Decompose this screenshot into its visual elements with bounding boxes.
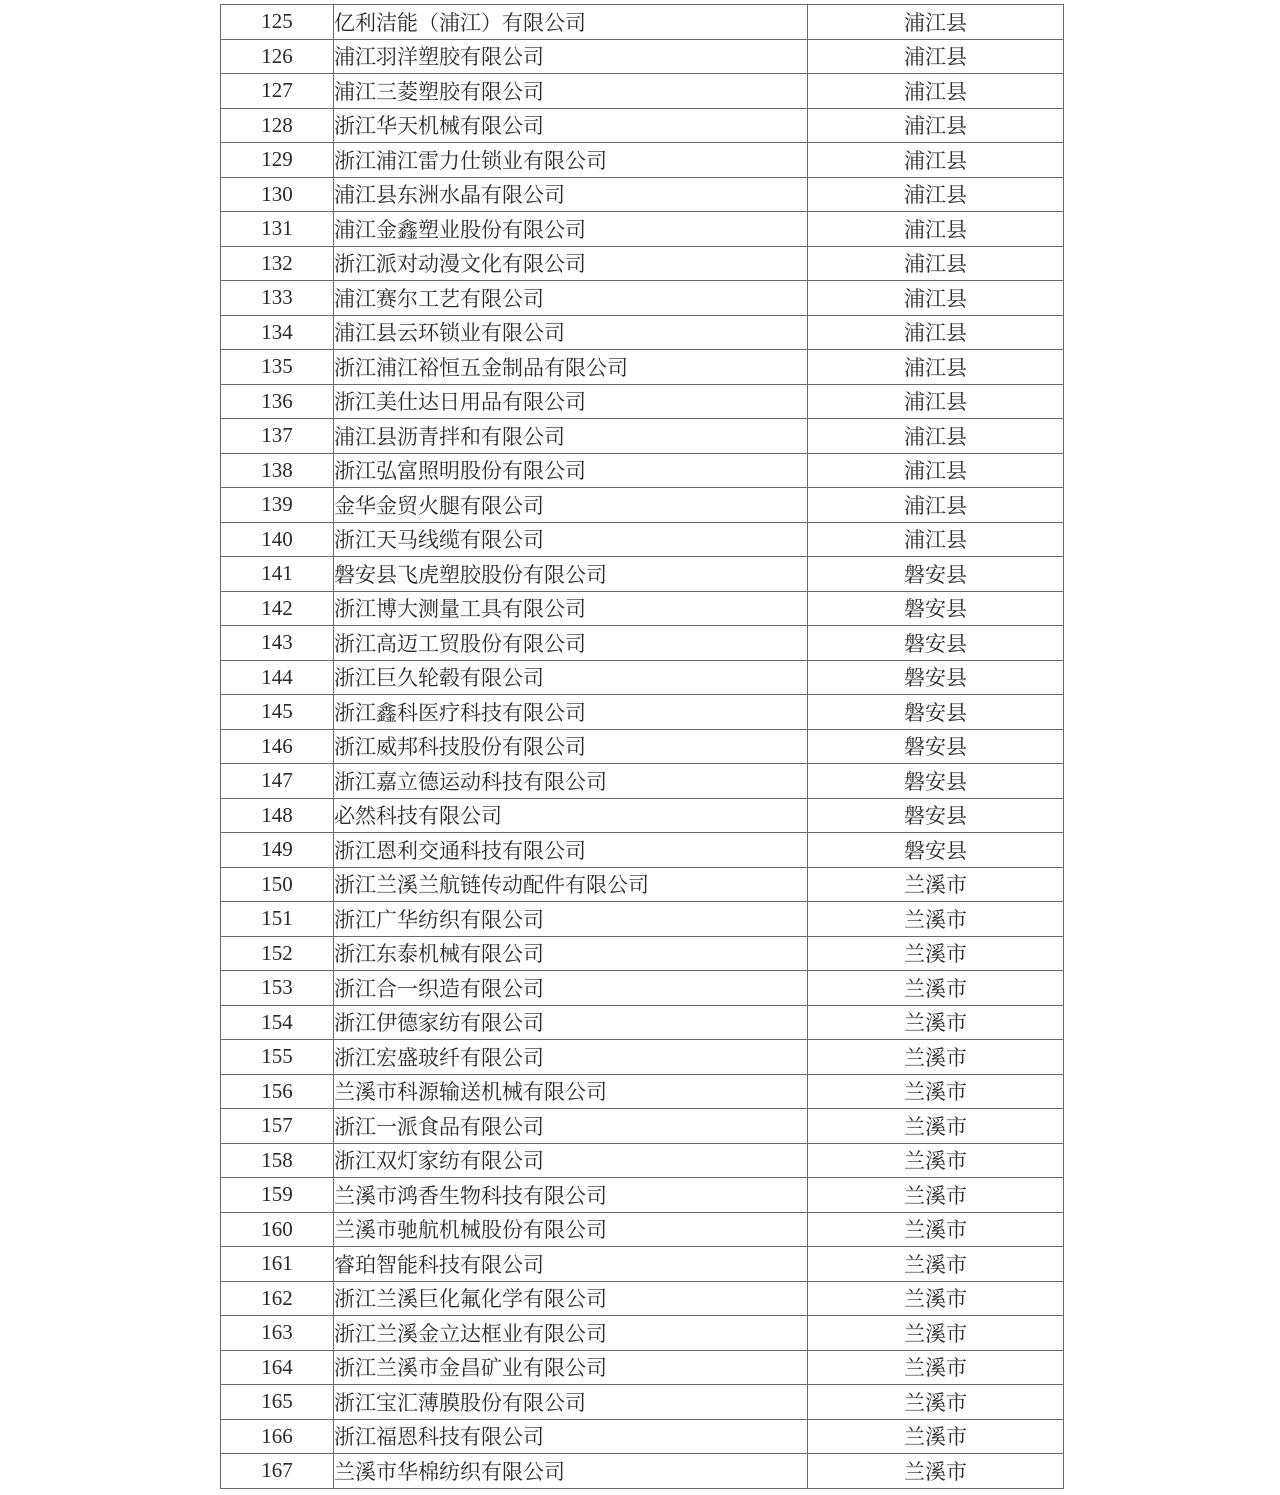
- cell-region: 浦江县: [808, 453, 1064, 488]
- cell-region: 磐安县: [808, 626, 1064, 661]
- cell-region: 兰溪市: [808, 1454, 1064, 1489]
- cell-company: 浙江福恩科技有限公司: [334, 1419, 808, 1454]
- cell-region: 磐安县: [808, 591, 1064, 626]
- cell-index: 134: [221, 315, 334, 350]
- table-row: [221, 660, 1064, 695]
- cell-index: 154: [221, 1005, 334, 1040]
- table-row: [221, 5, 1064, 40]
- cell-company: 磐安县飞虎塑胶股份有限公司: [334, 557, 808, 592]
- company-table-body: [221, 5, 1064, 1489]
- table-row: [221, 1454, 1064, 1489]
- cell-company: 浙江巨久轮毂有限公司: [334, 660, 808, 695]
- cell-company: 浙江派对动漫文化有限公司: [334, 246, 808, 281]
- cell-company: 浦江羽洋塑胶有限公司: [334, 39, 808, 74]
- cell-region: 浦江县: [808, 522, 1064, 557]
- cell-index: 130: [221, 177, 334, 212]
- table-row: [221, 212, 1064, 247]
- table-row: [221, 1074, 1064, 1109]
- cell-region: 兰溪市: [808, 1281, 1064, 1316]
- cell-company: 浙江浦江裕恒五金制品有限公司: [334, 350, 808, 385]
- cell-index: 167: [221, 1454, 334, 1489]
- table-row: [221, 1316, 1064, 1351]
- cell-region: 兰溪市: [808, 1212, 1064, 1247]
- cell-index: 161: [221, 1247, 334, 1282]
- cell-region: 兰溪市: [808, 971, 1064, 1006]
- cell-company: 浙江浦江雷力仕锁业有限公司: [334, 143, 808, 178]
- table-row: [221, 1281, 1064, 1316]
- cell-region: 浦江县: [808, 177, 1064, 212]
- cell-index: 127: [221, 74, 334, 109]
- cell-company: 浙江美仕达日用品有限公司: [334, 384, 808, 419]
- cell-index: 128: [221, 108, 334, 143]
- cell-region: 磐安县: [808, 764, 1064, 799]
- table-row: [221, 246, 1064, 281]
- cell-index: 129: [221, 143, 334, 178]
- cell-index: 158: [221, 1143, 334, 1178]
- cell-company: 金华金贸火腿有限公司: [334, 488, 808, 523]
- cell-index: 144: [221, 660, 334, 695]
- cell-company: 浙江兰溪巨化氟化学有限公司: [334, 1281, 808, 1316]
- table-row: [221, 971, 1064, 1006]
- cell-index: 145: [221, 695, 334, 730]
- cell-region: 兰溪市: [808, 1178, 1064, 1213]
- table-row: [221, 1385, 1064, 1420]
- cell-company: 浦江金鑫塑业股份有限公司: [334, 212, 808, 247]
- cell-region: 浦江县: [808, 5, 1064, 40]
- cell-index: 138: [221, 453, 334, 488]
- table-row: [221, 1040, 1064, 1075]
- cell-region: 浦江县: [808, 108, 1064, 143]
- table-row: [221, 488, 1064, 523]
- cell-company: 浙江嘉立德运动科技有限公司: [334, 764, 808, 799]
- cell-company: 兰溪市华棉纺织有限公司: [334, 1454, 808, 1489]
- cell-company: 浦江赛尔工艺有限公司: [334, 281, 808, 316]
- table-row: [221, 177, 1064, 212]
- cell-region: 兰溪市: [808, 1005, 1064, 1040]
- cell-index: 153: [221, 971, 334, 1006]
- cell-index: 166: [221, 1419, 334, 1454]
- table-row: [221, 522, 1064, 557]
- table-row: [221, 695, 1064, 730]
- table-row: [221, 419, 1064, 454]
- cell-index: 133: [221, 281, 334, 316]
- cell-region: 磐安县: [808, 798, 1064, 833]
- cell-company: 亿利洁能（浦江）有限公司: [334, 5, 808, 40]
- cell-region: 磐安县: [808, 695, 1064, 730]
- cell-index: 131: [221, 212, 334, 247]
- table-row: [221, 1247, 1064, 1282]
- cell-region: 兰溪市: [808, 936, 1064, 971]
- cell-region: 兰溪市: [808, 1316, 1064, 1351]
- cell-company: 浙江弘富照明股份有限公司: [334, 453, 808, 488]
- cell-company: 浙江东泰机械有限公司: [334, 936, 808, 971]
- cell-company: 必然科技有限公司: [334, 798, 808, 833]
- cell-region: 磐安县: [808, 729, 1064, 764]
- cell-index: 139: [221, 488, 334, 523]
- cell-region: 磐安县: [808, 833, 1064, 868]
- table-row: [221, 74, 1064, 109]
- table-row: [221, 39, 1064, 74]
- cell-company: 兰溪市科源输送机械有限公司: [334, 1074, 808, 1109]
- cell-index: 137: [221, 419, 334, 454]
- cell-index: 147: [221, 764, 334, 799]
- cell-company: 浙江恩利交通科技有限公司: [334, 833, 808, 868]
- cell-index: 143: [221, 626, 334, 661]
- table-row: [221, 315, 1064, 350]
- cell-company: 浙江鑫科医疗科技有限公司: [334, 695, 808, 730]
- table-row: [221, 1419, 1064, 1454]
- cell-index: 149: [221, 833, 334, 868]
- cell-company: 浙江一派食品有限公司: [334, 1109, 808, 1144]
- table-row: [221, 764, 1064, 799]
- cell-index: 142: [221, 591, 334, 626]
- cell-region: 兰溪市: [808, 1419, 1064, 1454]
- table-row: [221, 384, 1064, 419]
- cell-region: 浦江县: [808, 488, 1064, 523]
- table-row: [221, 902, 1064, 937]
- cell-index: 159: [221, 1178, 334, 1213]
- cell-company: 浙江天马线缆有限公司: [334, 522, 808, 557]
- cell-region: 兰溪市: [808, 1385, 1064, 1420]
- cell-region: 兰溪市: [808, 1350, 1064, 1385]
- cell-company: 浙江广华纺织有限公司: [334, 902, 808, 937]
- cell-region: 兰溪市: [808, 1109, 1064, 1144]
- cell-index: 157: [221, 1109, 334, 1144]
- table-row: [221, 626, 1064, 661]
- cell-index: 150: [221, 867, 334, 902]
- table-row: [221, 1178, 1064, 1213]
- table-row: [221, 1143, 1064, 1178]
- cell-company: 浙江华天机械有限公司: [334, 108, 808, 143]
- cell-index: 146: [221, 729, 334, 764]
- table-row: [221, 453, 1064, 488]
- company-table: [220, 4, 1064, 1489]
- cell-company: 浙江宝汇薄膜股份有限公司: [334, 1385, 808, 1420]
- table-row: [221, 281, 1064, 316]
- cell-index: 148: [221, 798, 334, 833]
- cell-region: 兰溪市: [808, 1247, 1064, 1282]
- cell-index: 152: [221, 936, 334, 971]
- cell-region: 浦江县: [808, 212, 1064, 247]
- cell-company: 浙江伊德家纺有限公司: [334, 1005, 808, 1040]
- cell-region: 浦江县: [808, 419, 1064, 454]
- table-row: [221, 350, 1064, 385]
- cell-index: 135: [221, 350, 334, 385]
- cell-region: 浦江县: [808, 143, 1064, 178]
- cell-region: 兰溪市: [808, 867, 1064, 902]
- table-row: [221, 867, 1064, 902]
- cell-company: 浙江宏盛玻纤有限公司: [334, 1040, 808, 1075]
- cell-region: 兰溪市: [808, 1143, 1064, 1178]
- cell-index: 164: [221, 1350, 334, 1385]
- cell-region: 浦江县: [808, 315, 1064, 350]
- cell-company: 兰溪市驰航机械股份有限公司: [334, 1212, 808, 1247]
- cell-index: 125: [221, 5, 334, 40]
- cell-region: 兰溪市: [808, 1074, 1064, 1109]
- cell-index: 141: [221, 557, 334, 592]
- table-row: [221, 1109, 1064, 1144]
- cell-index: 163: [221, 1316, 334, 1351]
- cell-company: 浙江高迈工贸股份有限公司: [334, 626, 808, 661]
- cell-company: 浙江兰溪兰航链传动配件有限公司: [334, 867, 808, 902]
- cell-region: 浦江县: [808, 384, 1064, 419]
- cell-index: 155: [221, 1040, 334, 1075]
- cell-company: 浙江兰溪金立达框业有限公司: [334, 1316, 808, 1351]
- cell-region: 浦江县: [808, 281, 1064, 316]
- cell-region: 兰溪市: [808, 902, 1064, 937]
- table-row: [221, 143, 1064, 178]
- cell-company: 浙江双灯家纺有限公司: [334, 1143, 808, 1178]
- cell-region: 浦江县: [808, 246, 1064, 281]
- cell-company: 浦江县沥青拌和有限公司: [334, 419, 808, 454]
- cell-company: 睿珀智能科技有限公司: [334, 1247, 808, 1282]
- cell-region: 磐安县: [808, 557, 1064, 592]
- cell-region: 浦江县: [808, 39, 1064, 74]
- cell-region: 浦江县: [808, 350, 1064, 385]
- cell-company: 浦江县东洲水晶有限公司: [334, 177, 808, 212]
- cell-company: 浙江兰溪市金昌矿业有限公司: [334, 1350, 808, 1385]
- cell-company: 浦江县云环锁业有限公司: [334, 315, 808, 350]
- cell-region: 兰溪市: [808, 1040, 1064, 1075]
- cell-index: 151: [221, 902, 334, 937]
- cell-index: 156: [221, 1074, 334, 1109]
- table-row: [221, 833, 1064, 868]
- cell-region: 浦江县: [808, 74, 1064, 109]
- cell-company: 浙江合一织造有限公司: [334, 971, 808, 1006]
- cell-company: 浙江威邦科技股份有限公司: [334, 729, 808, 764]
- table-row: [221, 936, 1064, 971]
- cell-company: 浙江博大测量工具有限公司: [334, 591, 808, 626]
- cell-index: 160: [221, 1212, 334, 1247]
- table-row: [221, 108, 1064, 143]
- cell-region: 磐安县: [808, 660, 1064, 695]
- cell-index: 140: [221, 522, 334, 557]
- table-row: [221, 1005, 1064, 1040]
- cell-index: 132: [221, 246, 334, 281]
- cell-company: 浦江三菱塑胶有限公司: [334, 74, 808, 109]
- table-row: [221, 729, 1064, 764]
- table-row: [221, 1350, 1064, 1385]
- table-row: [221, 557, 1064, 592]
- table-row: [221, 591, 1064, 626]
- table-row: [221, 798, 1064, 833]
- cell-index: 126: [221, 39, 334, 74]
- cell-company: 兰溪市鸿香生物科技有限公司: [334, 1178, 808, 1213]
- table-row: [221, 1212, 1064, 1247]
- cell-index: 136: [221, 384, 334, 419]
- cell-index: 165: [221, 1385, 334, 1420]
- cell-index: 162: [221, 1281, 334, 1316]
